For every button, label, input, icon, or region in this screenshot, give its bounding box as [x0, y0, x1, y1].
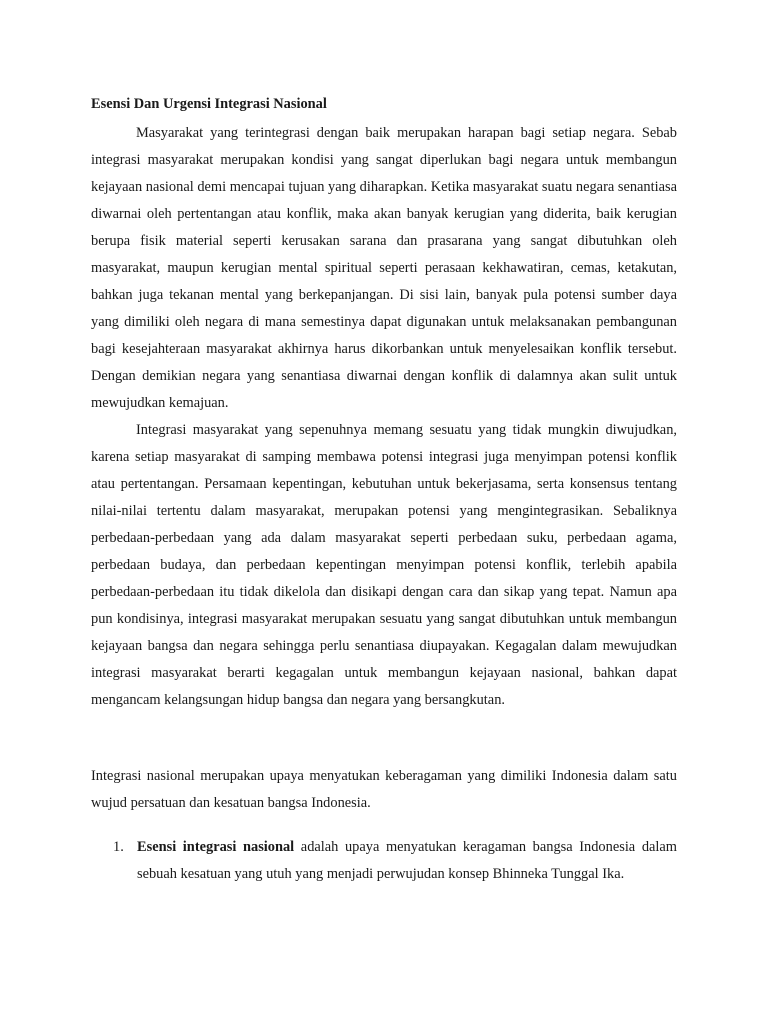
list-item-number: 1.: [113, 839, 124, 855]
list-item-term: Esensi integrasi nasional: [137, 839, 295, 855]
paragraph: Masyarakat yang terintegrasi dengan baik merupakan harapan bagi setiap negara. Sebab integrasi masyarakat merupakan kondisi yang sangat diperlukan bagi negara untuk membangun kejayaan nasional demi mencapai tujuan yang diharapkan. Ketika masyarakat suatu negara senantiasa diwarnai oleh pertentangan atau konflik, maka akan banyak kerugian yang diderita, baik kerugian berupa fisik material seperti kerusakan sarana dan prasarana yang sangat dibutuhkan oleh masyarakat, maupun kerugian mental spiritual seperti perasaan kekhawatiran, cemas, ketakutan, bahkan juga tekanan mental yang berkepanjangan. Di sisi lain, banyak pula potensi sumber daya yang dimiliki oleh negara di mana semestinya dapat digunakan untuk melaksanakan pembangunan bagi kesejahteraan masyarakat akhirnya harus dikorbankan untuk menyelesaikan konflik tersebut. Dengan demikian negara yang senantiasa diwarnai dengan konflik di dalamnya akan sulit untuk mewujudkan kemajuan.: [91, 125, 677, 411]
list-item-text: adalah upaya menyatukan keragaman bangsa Indonesia dalam sebuah kesatuan yang utuh yang menjadi perwujudan konsep Bhinneka Tunggal Ika.: [137, 839, 677, 882]
paragraph: Integrasi masyarakat yang sepenuhnya memang sesuatu yang tidak mungkin diwujudkan, karena setiap masyarakat di samping membawa potensi integrasi juga menyimpan potensi konflik atau pertentangan. Persamaan kepentingan, kebutuhan untuk bekerjasama, serta konsensus tentang nilai-nilai tertentu dalam masyarakat, merupakan potensi yang mengintegrasikan. Sebaliknya perbedaan-perbedaan yang ada dalam masyarakat seperti perbedaan suku, perbedaan agama, perbedaan budaya, dan perbedaan kepentingan menyimpan potensi konflik, terlebih apabila perbedaan-perbedaan itu tidak dikelola dan disikapi dengan cara dan sikap yang tepat. Namun apa pun kondisinya, integrasi masyarakat merupakan sesuatu yang sangat dibutuhkan untuk membangun kejayaan bangsa dan negara sehingga perlu senantiasa diupayakan. Kegagalan dalam mewujudkan integrasi masyarakat berarti kegagalan untuk membangun kejayaan nasional, bahkan dapat mengancam kelangsungan hidup bangsa dan negara yang bersangkutan.: [91, 422, 677, 708]
list-item: [91, 834, 677, 888]
intro-paragraph: Integrasi nasional merupakan upaya menyatukan keberagaman yang dimiliki Indonesia dalam satu wujud persatuan dan kesatuan bangsa Indonesia.: [91, 768, 677, 811]
document-title: Esensi Dan Urgensi Integrasi Nasional: [91, 96, 327, 112]
numbered-list: [91, 834, 677, 888]
document-body: [91, 92, 677, 888]
